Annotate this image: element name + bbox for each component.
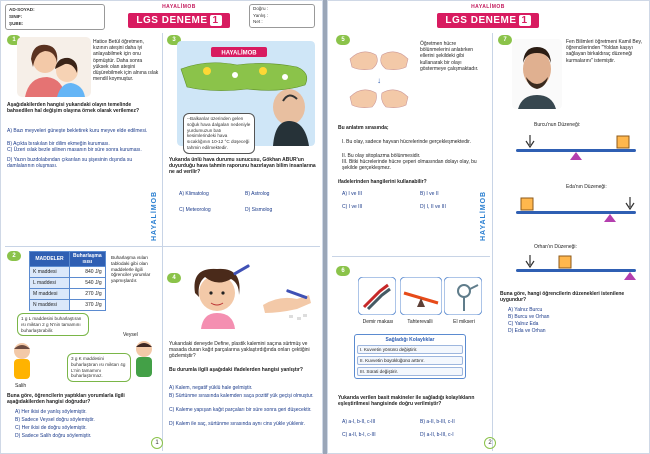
q1-passage: Hatice Betül öğretmen, kızının ateşini daha iyi anlayabilmek için onu öpmüştür. Daha sonra yüksek olan ateşini düşürebilmek için alnına ıslak mendil koymuştur. bbox=[93, 39, 159, 83]
downward-force-arrow bbox=[520, 255, 540, 269]
map-banner-text: HAYALİMOB bbox=[221, 50, 257, 57]
page-number: 1 bbox=[151, 437, 163, 449]
side-brand-label: HAYALİMOB bbox=[151, 190, 158, 241]
wrong-label: Yanlış : bbox=[253, 12, 268, 18]
veysel-speech-bubble: 3 g K maddesini buharlaştıran ısı miktarı 4g L'nin tamamını buharlaştırmaz. bbox=[67, 353, 131, 382]
teacher-portrait-image bbox=[512, 39, 562, 109]
brand-header bbox=[119, 4, 239, 28]
q1-option-a[interactable]: A) Bazı meyveleri güneşte bekletirek kuru meyve elde edilmesi. bbox=[7, 128, 148, 134]
q6-option-c[interactable]: C) a-II, b-I, c-III bbox=[342, 432, 376, 438]
q6-question: Yukarıda verilen basit makineler ile sağladığı kolaylıkların eşleştirilmesi hangisinde doğru verilmiştir? bbox=[338, 395, 475, 408]
question-number: 7 bbox=[498, 35, 512, 45]
table-header: MADDELER bbox=[30, 252, 70, 267]
q2-side-text: Buharlaşma ısıları tablodaki gibi olan maddelerle ilgili öğrenciler yorumlar yapmışlardır. bbox=[111, 255, 151, 284]
table-cell: 370 J/g bbox=[70, 300, 106, 311]
question-number: 3 bbox=[167, 35, 181, 45]
q2-option-c[interactable]: C) Her ikisi de doğru söylemiştir. bbox=[15, 425, 87, 431]
student-name-salih: Salih bbox=[15, 383, 27, 389]
row-divider bbox=[5, 246, 320, 247]
q5-statement-2: II. Bu olay sitoplazma bölünmesidir. bbox=[342, 153, 421, 159]
setup-label-eda: Eda'nın Düzeneği: bbox=[566, 184, 607, 190]
seesaw-image bbox=[400, 277, 442, 315]
brand-title: LGS DENEME bbox=[445, 15, 517, 26]
mother-kissing-child-image bbox=[17, 37, 91, 97]
brand-big bbox=[128, 13, 229, 28]
lever-beam-orhan bbox=[516, 269, 636, 272]
brand-header bbox=[428, 4, 548, 28]
q5-option-a[interactable]: A) I ve III bbox=[342, 191, 363, 197]
q1-option-d[interactable]: D) Yazın buzdolabından çıkarılan su şişesinin dışında su damlalarının oluşması. bbox=[7, 157, 133, 169]
brand-number: 1 bbox=[519, 15, 531, 26]
question-number: 5 bbox=[336, 35, 350, 45]
question-number: 4 bbox=[167, 273, 181, 283]
svg-text:↓: ↓ bbox=[377, 76, 381, 85]
load-box-icon bbox=[616, 135, 630, 149]
q7-option-a[interactable]: A) Yalnız Burcu bbox=[508, 307, 543, 313]
net-label: Net : bbox=[253, 19, 263, 24]
q4-passage: Yukarıdaki deneyde Define, plastik kalemini saçına sürtmüş ve masada duran kağıt parçalarına yaklaştırdığında onları çektiğini gözlemiştir? bbox=[169, 341, 310, 360]
q3-option-d[interactable]: D) Sismolog bbox=[245, 207, 273, 213]
q4-option-b[interactable]: B) Sürtünme sırasında kalemden saça pozitif yük geçişi olmuştur. bbox=[169, 393, 314, 399]
brand-small: HAYALİMOB bbox=[162, 4, 196, 10]
table-cell: L maddesi bbox=[30, 278, 70, 289]
q5-question: ifadelerinden hangilerini kullanabilir? bbox=[338, 179, 427, 185]
page-number: 2 bbox=[484, 437, 496, 449]
q5-statement-3: III. Bitki hücrelerinde hücre çeperi olmasından dolayı olay, bu şekilde gerçekleşmez. bbox=[342, 159, 477, 172]
table-row bbox=[30, 300, 106, 311]
question-number: 6 bbox=[336, 266, 350, 276]
page-left bbox=[0, 0, 323, 454]
q4-question: Bu durumla ilgili aşağıdaki ifadelerden hangisi yanlıştır? bbox=[169, 367, 303, 373]
q7-passage: Fen Bilimleri öğretmeni Kamil Bey, öğrencilerinden "Yoldan kaşıyı sağlayan birkaldıraç düzeneği kurmalarını" istemiştir. bbox=[566, 39, 643, 64]
column-divider bbox=[492, 33, 493, 451]
girl-rubbing-pen-hair-image bbox=[181, 263, 253, 329]
fulcrum-burcu bbox=[570, 152, 582, 160]
q5-option-b[interactable]: B) I ve II bbox=[420, 191, 439, 197]
page-right bbox=[327, 0, 650, 454]
q4-option-d[interactable]: D) Kalem ile saç, sürtünme sırasında aynı cins yükle yüklenir. bbox=[169, 421, 305, 427]
student-info-box bbox=[5, 4, 105, 30]
q7-option-b[interactable]: B) Burcu ve Orhan bbox=[508, 314, 550, 320]
q3-question: Yukarıda ünlü hava durumu sunucusu, Gökhan ABUR'un duyurduğu hava tahmin raporunu hazırlayan bilim insanlarına ne ad verilir? bbox=[169, 157, 316, 176]
table-cell: M maddesi bbox=[30, 289, 70, 300]
q2-option-d[interactable]: D) Sadece Salih doğru söylemiştir. bbox=[15, 433, 92, 439]
q5-option-d[interactable]: D) I, II ve III bbox=[420, 204, 446, 210]
q7-option-d[interactable]: D) Eda ve Orhan bbox=[508, 328, 546, 334]
lever-beam-eda bbox=[516, 211, 636, 214]
q3-option-c[interactable]: C) Meteorolog bbox=[179, 207, 211, 213]
q7-option-c[interactable]: C) Yalnız Eda bbox=[508, 321, 539, 327]
table-cell: 270 J/g bbox=[70, 289, 106, 300]
fulcrum-eda bbox=[604, 214, 616, 222]
q3-option-a[interactable]: A) Klimatolog bbox=[179, 191, 209, 197]
q4-option-a[interactable]: A) Kalem, negatif yüklü hale gelmiştir. bbox=[169, 385, 253, 391]
convenience-row: III. Sürati değiştirir. bbox=[357, 367, 463, 376]
tool-label-seesaw: Tahterevalli bbox=[407, 319, 433, 325]
brand-big bbox=[437, 13, 538, 28]
q6-option-a[interactable]: A) a-I, b-II, c-III bbox=[342, 419, 376, 425]
brand-title: LGS DENEME bbox=[136, 15, 208, 26]
metal-shears-image bbox=[358, 277, 396, 315]
fulcrum-orhan bbox=[624, 272, 636, 280]
q2-option-b[interactable]: B) Sadece Veysel doğru söylemiştir. bbox=[15, 417, 95, 423]
downward-force-arrow bbox=[520, 135, 540, 149]
veysel-student-image bbox=[131, 339, 157, 379]
q4-option-c[interactable]: C) Kaleme yapışan kağıt parçaları bir süre sonra geri düşecektir. bbox=[169, 407, 312, 413]
q7-question: Buna göre, hangi öğrencilerin düzenekleri istenilene uygundur? bbox=[500, 291, 625, 304]
q5-lead: Bu anlatım sırasında; bbox=[338, 125, 389, 131]
tool-label-mixer: El mikseri bbox=[453, 319, 475, 325]
student-name-veysel: Veysel bbox=[123, 332, 138, 338]
hand-pen-paper-image bbox=[259, 275, 315, 325]
question-number: 2 bbox=[7, 251, 21, 261]
q6-option-d[interactable]: D) a-II, b-III, c-I bbox=[420, 432, 454, 438]
q5-option-c[interactable]: C) I ve III bbox=[342, 204, 363, 210]
table-cell: 840 J/g bbox=[70, 267, 106, 278]
table-cell: N maddesi bbox=[30, 300, 70, 311]
tool-label-shears: Demir makası bbox=[362, 319, 394, 325]
side-brand-label: HAYALİMOB bbox=[480, 190, 487, 241]
name-field-label: AD-SOYAD: bbox=[9, 7, 35, 12]
question-number: 1 bbox=[7, 35, 21, 45]
brand-number: 1 bbox=[210, 15, 222, 26]
salih-speech-bubble: 1 g L maddesini buharlaştıran ısı miktarı 2 g N'nin tamamını buharlaştırabilir. bbox=[17, 313, 89, 336]
score-box bbox=[249, 4, 315, 28]
section-field-label: ŞUBE: bbox=[9, 21, 24, 26]
q2-option-a[interactable]: A) Her ikisi de yanlış söylemiştir. bbox=[15, 409, 87, 415]
salih-student-image bbox=[9, 341, 35, 381]
q3-option-b[interactable]: B) Astrolog bbox=[245, 191, 270, 197]
q5-statement-1: I. Bu olay, sadece hayvan hücrelerinde gerçekleşmektedir. bbox=[342, 139, 471, 145]
table-header: Buharlaşma ısısı bbox=[70, 252, 106, 267]
q2-question: Buna göre, öğrencilerin yaptıkları yorumlarla ilgili aşağıdakilerden hangisi doğrudur? bbox=[7, 393, 125, 406]
hand-mixer-image bbox=[444, 277, 482, 315]
table-row bbox=[30, 278, 106, 289]
column-divider bbox=[162, 33, 163, 451]
convenience-box bbox=[354, 334, 466, 379]
q1-option-b[interactable]: B) Açıkta bırakılan bir dilim ekmeğin kuruması. bbox=[7, 141, 110, 147]
convenience-box-title: Sağladığı Kolaylıklar bbox=[385, 337, 435, 343]
setup-label-burcu: Burcu'nun Düzeneği: bbox=[534, 122, 581, 128]
hands-cell-division-image bbox=[342, 41, 416, 115]
q1-option-c[interactable]: C) Üzeri ıslak bezle silinen masanın bir süre sonra kuruması. bbox=[7, 147, 142, 153]
table-cell: 540 J/g bbox=[70, 278, 106, 289]
setup-label-orhan: Orhan'ın Düzeneği: bbox=[534, 244, 577, 250]
row-divider bbox=[332, 256, 490, 257]
convenience-row: I. Kuvvetin yönünü değiştirir. bbox=[357, 345, 463, 354]
correct-label: Doğru : bbox=[253, 6, 269, 11]
evaporation-heat-table bbox=[29, 251, 106, 311]
brand-small: HAYALİMOB bbox=[471, 4, 505, 10]
load-box-icon bbox=[558, 255, 572, 269]
weather-quote: --Balkanlar üzerinden gelen soğuk hava dalgaları nedeniyle yurdumuzun batı kesimlerindeki hava sıcaklığının 10-12 °C düşeceği tahmin edilmektedir. bbox=[183, 113, 255, 154]
q1-question: Aşağıdakilerden hangisi yukarıdaki olayın temelinde bahsedilen hal değişim olayına örnek olarak verilemez? bbox=[7, 102, 139, 115]
q5-passage: Öğretmen hücre bölünmelerini anlatırken ellerini şekildeki gibi kullanarak bir olayı göstermeye çalışmaktadır. bbox=[420, 41, 479, 72]
convenience-row: II. Kuvvetin büyüklüğünü arttırır. bbox=[357, 356, 463, 365]
table-row bbox=[30, 289, 106, 300]
class-field-label: SINIF: bbox=[9, 14, 23, 19]
q6-option-b[interactable]: B) a-II, b-III, c-II bbox=[420, 419, 455, 425]
downward-force-arrow bbox=[620, 197, 640, 211]
table-row bbox=[30, 267, 106, 278]
load-box-icon bbox=[520, 197, 534, 211]
table-cell: K maddesi bbox=[30, 267, 70, 278]
